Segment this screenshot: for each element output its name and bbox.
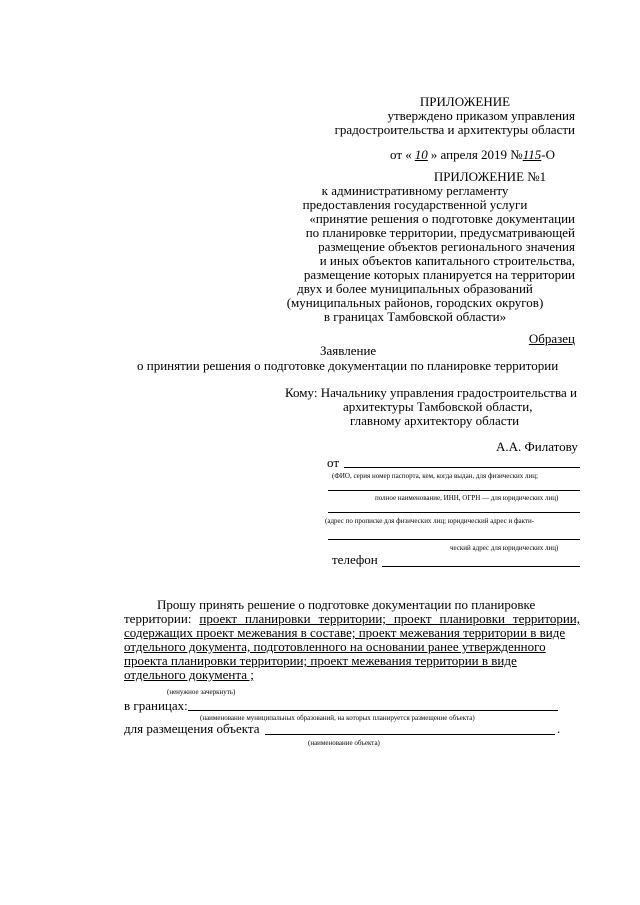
body-line-4[interactable]: отдельного документа, подготовленного на основании ранее утвержденного bbox=[124, 639, 546, 654]
statement-title: Заявление bbox=[320, 343, 377, 358]
sender-field-3[interactable] bbox=[328, 512, 580, 513]
appendix-title: ПРИЛОЖЕНИЕ bbox=[419, 94, 511, 109]
appendix1-line: (муниципальных районов, городских округов) bbox=[286, 295, 544, 310]
from-label: от bbox=[327, 455, 340, 470]
sample-label: Образец bbox=[528, 331, 575, 346]
object-label: для размещения объекта bbox=[124, 721, 260, 736]
sender-hint-1: (ФИО, серия номер паспорта, кем, когда выдан, для физических лиц; bbox=[332, 472, 538, 480]
appendix1-line: размещение объектов регионального значения bbox=[318, 239, 575, 254]
borders-field[interactable] bbox=[188, 710, 558, 711]
number-suffix: -О bbox=[541, 147, 555, 162]
statement-subtitle: о принятии решения о подготовке документации по планировке территории bbox=[137, 358, 559, 373]
sender-field-2[interactable] bbox=[328, 490, 580, 491]
object-field[interactable] bbox=[265, 734, 555, 735]
body-line-3[interactable]: содержащих проект межевания в составе; проект межевания территории в виде bbox=[124, 625, 566, 640]
appendix1-line: по планировке территории, предусматривающей bbox=[305, 225, 575, 240]
appendix1-line: двух и более муниципальных образований bbox=[297, 281, 533, 296]
object-hint: (наименование объекта) bbox=[308, 739, 380, 747]
appendix-line-2: градостроительства и архитектуры области bbox=[334, 122, 575, 137]
recipient-name: А.А. Филатову bbox=[496, 439, 578, 454]
phone-label: телефон bbox=[332, 552, 378, 567]
body-line-5[interactable]: проекта планировки территории; проект межевания территории в виде bbox=[124, 653, 517, 668]
body-option-1[interactable]: проект планировки территории; проект планировки территории, bbox=[199, 611, 580, 626]
body-line-1: Прошу принять решение о подготовке документации по планировке bbox=[157, 597, 536, 612]
order-number: 115 bbox=[522, 147, 542, 162]
appendix1-line: предоставления государственной услуги bbox=[302, 197, 528, 212]
body-line-6[interactable]: отдельного документа ; bbox=[124, 667, 254, 682]
recipient-line-3: главному архитектору области bbox=[350, 413, 520, 428]
appendix1-title: ПРИЛОЖЕНИЕ №1 bbox=[433, 169, 547, 184]
recipient-line-1: Кому: Начальнику управления градостроительства и bbox=[285, 385, 577, 400]
appendix1-line: «принятие решения о подготовке документации bbox=[309, 211, 575, 226]
order-day: 10 bbox=[414, 147, 428, 162]
appendix1-line: в границах Тамбовской области» bbox=[323, 309, 507, 324]
sender-hint-4: ческий адрес для юридических лиц) bbox=[450, 544, 559, 552]
borders-label: в границах: bbox=[124, 698, 188, 713]
recipient-line-2: архитектуры Тамбовской области, bbox=[343, 399, 533, 414]
appendix1-line: и иных объектов капитального строительства, bbox=[319, 253, 575, 268]
sender-hint-2: полное наименование, ИНН, ОГРН — для юридических лиц) bbox=[375, 494, 559, 502]
from-name-field[interactable] bbox=[344, 467, 580, 468]
appendix-line-1: утверждено приказом управления bbox=[387, 108, 575, 123]
sender-hint-3: (адрес по прописке для физических лиц; юридический адрес и факти- bbox=[325, 517, 535, 525]
sender-field-4[interactable] bbox=[328, 539, 580, 540]
strike-hint: (ненужное зачеркнуть) bbox=[167, 688, 236, 696]
object-end: . bbox=[557, 721, 561, 736]
date-middle: » апреля 2019 № bbox=[430, 147, 523, 162]
phone-field[interactable] bbox=[382, 566, 580, 567]
body-line-2 bbox=[124, 612, 580, 626]
borders-hint: (наименование муниципальных образований, на которых планируется размещение объекта) bbox=[200, 714, 475, 722]
body-territory-label: территории: bbox=[124, 611, 192, 626]
appendix1-line: размещение которых планируется на территории bbox=[303, 267, 575, 282]
appendix1-line: к административному регламенту bbox=[321, 183, 509, 198]
date-prefix: от « bbox=[390, 147, 412, 162]
order-date-line bbox=[390, 148, 555, 162]
appendix1-text bbox=[255, 184, 575, 324]
